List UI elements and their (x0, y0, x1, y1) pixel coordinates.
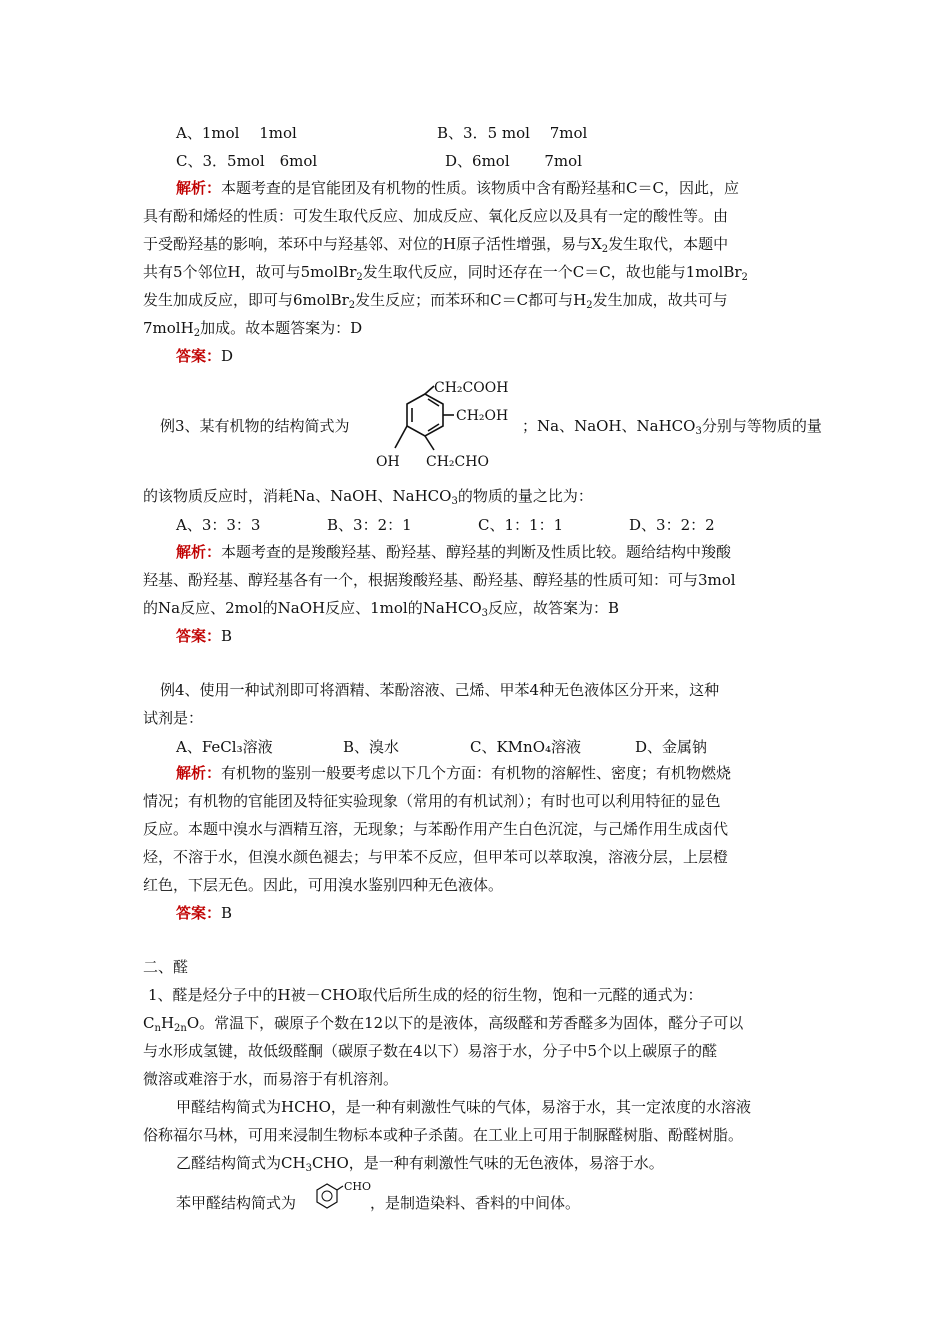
q4-analysis-line-3: 反应。本题中溴水与酒精互溶，无现象；与苯酚作用产生白色沉淀，与己烯作用生成卤代 (143, 820, 729, 838)
q4-analysis-line-2: 情况；有机物的官能团及特征实验现象（常用的有机试剂）；有时也可以利用特征的显色 (143, 792, 721, 810)
q3-option-b: B、3：2：1 (327, 516, 412, 534)
aldehyde-p1-line-2: $C_nH_{2n}O$。常温下，碳原子个数在12以下的是液体，高级醛和芳香醛多为固体，醛分子可以 (143, 1014, 744, 1034)
substituent-ch2cho: CH₂CHO (426, 454, 489, 470)
q3-analysis-line-2: 羟基、酚羟基、醇羟基各有一个，根据羧酸羟基、酚羟基、醇羟基的性质可知：可与3mol (143, 571, 736, 589)
q4-analysis-line-5: 红色，下层无色。因此，可用溴水鉴别四种无色液体。 (143, 876, 504, 894)
q2-option-a: A、1mol 1mol (176, 124, 297, 142)
q3-structure-diagram (372, 374, 532, 474)
aldehyde-p1-line-4: 微溶或难溶于水，而易溶于有机溶剂。 (143, 1070, 399, 1088)
q2-analysis-line-4: 共有5个邻位H，故可与5molBr$_2$发生取代反应，同时还存在一个C＝C，故也能与1molBr$_2$ (143, 263, 748, 283)
q2-answer: 答案：D (176, 347, 234, 365)
analysis-label: 解析： (176, 179, 222, 197)
q4-stem-line-2: 试剂是： (143, 709, 204, 727)
substituent-oh: OH (376, 454, 400, 470)
q2-option-c: C、3．5mol 6mol (176, 152, 318, 170)
q2-analysis-line-1: 解析：本题考查的是官能团及有机物的性质。该物质中含有酚羟基和C＝C，因此，应 (176, 179, 739, 197)
q3-stem-line-1: 例3、某有机物的结构简式为 (160, 417, 350, 435)
q4-option-c: C、KMnO₄溶液 (470, 738, 582, 756)
q3-option-c: C、1：1：1 (478, 516, 564, 534)
formaldehyde-line-2: 俗称福尔马林，可用来浸制生物标本或种子杀菌。在工业上可用于制脲醛树脂、酚醛树脂。 (143, 1126, 744, 1144)
q4-analysis-line-4: 烃，不溶于水，但溴水颜色褪去；与甲苯不反应，但甲苯可以萃取溴，溶液分层，上层橙 (143, 848, 729, 866)
substituent-ch2cooh: CH₂COOH (434, 380, 509, 396)
q2-analysis-line-5: 发生加成反应，即可与6molBr$_2$发生反应；而苯环和C＝C都可与$H_2$发生加成，故共可与 (143, 291, 728, 311)
q2-analysis-line-3: 于受酚羟基的影响，苯环中与羟基邻、对位的H原子活性增强，易与$X_2$发生取代，本题中 (143, 235, 729, 255)
aldehyde-p1-line-1: 1、醛是烃分子中的H被－CHO取代后所生成的烃的衍生物，饱和一元醛的通式为： (148, 986, 703, 1004)
q3-analysis-line-1: 解析：本题考查的是羧酸羟基、酚羟基、醇羟基的判断及性质比较。题给结构中羧酸 (176, 543, 732, 561)
answer-label: 答案： (176, 347, 222, 365)
q3-answer: 答案：B (176, 627, 233, 645)
q3-stem-line-2: 的该物质反应时，消耗Na、NaOH、NaHCO$_3$的物质的量之比为： (143, 487, 593, 507)
formaldehyde-line-1: 甲醛结构简式为HCHO，是一种有刺激性气味的气体，易溶于水，其一定浓度的水溶液 (176, 1098, 751, 1116)
q4-option-d: D、金属钠 (635, 738, 708, 756)
q4-stem-line-1: 例4、使用一种试剂即可将酒精、苯酚溶液、己烯、甲苯4种无色液体区分开来，这种 (160, 681, 720, 699)
acetaldehyde-line: 乙醛结构简式为$CH_3CHO$，是一种有刺激性气味的无色液体，易溶于水。 (176, 1154, 664, 1174)
q2-analysis-line-2: 具有酚和烯烃的性质：可发生取代反应、加成反应、氧化反应以及具有一定的酸性等。由 (143, 207, 729, 225)
section-heading: 二、醛 (143, 958, 189, 976)
substituent-ch2oh: CH₂OH (456, 408, 509, 424)
q4-analysis-line-1: 解析：有机物的鉴别一般要考虑以下几个方面：有机物的溶解性、密度；有机物燃烧 (176, 764, 732, 782)
q3-option-d: D、3：2：2 (629, 516, 715, 534)
cho-label: CHO (344, 1180, 372, 1193)
q4-answer: 答案：B (176, 904, 233, 922)
q3-stem-line-1-cont: ；Na、NaOH、NaHCO$_3$分别与等物质的量 (522, 417, 822, 437)
q3-analysis-line-3: 的Na反应、2mol的NaOH反应、1mol的NaHCO$_3$反应，故答案为：B (143, 599, 620, 619)
q2-option-b: B、3．5 mol 7mol (437, 124, 588, 142)
q3-option-a: A、3：3：3 (176, 516, 261, 534)
q2-option-d: D、6mol 7mol (445, 152, 582, 170)
q4-option-b: B、溴水 (343, 738, 400, 756)
q4-option-a: A、FeCl₃溶液 (176, 738, 273, 756)
aldehyde-p1-line-3: 与水形成氢键，故低级醛酮（碳原子数在4以下）易溶于水，分子中5个以上碳原子的醛 (143, 1042, 718, 1060)
benzaldehyde-structure (312, 1176, 378, 1210)
benzaldehyde-line-cont: ，是制造染料、香料的中间体。 (370, 1194, 581, 1212)
q2-analysis-line-6: 7molH$_2$加成。故本题答案为：D (143, 319, 363, 339)
benzaldehyde-line: 苯甲醛结构简式为 (176, 1194, 297, 1212)
